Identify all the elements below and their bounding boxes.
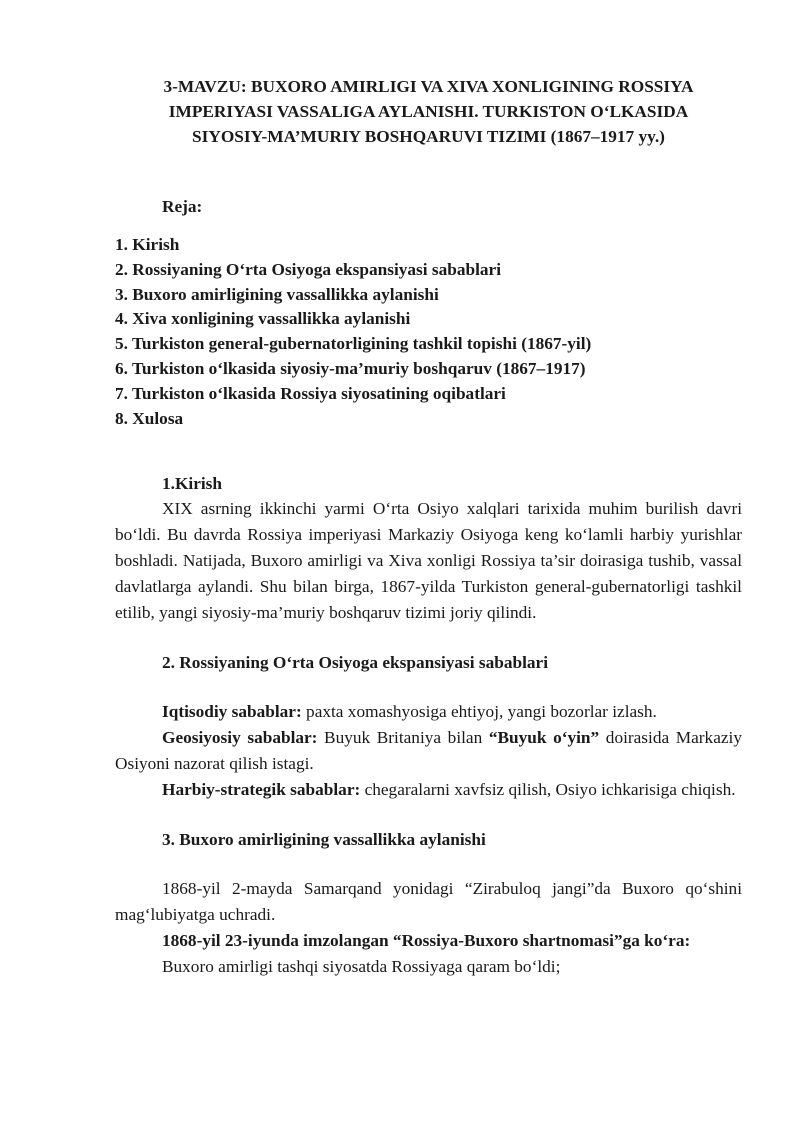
geopolitical-label: Geosiyosiy sabablar: xyxy=(162,727,318,747)
military-label: Harbiy-strategik sabablar: xyxy=(162,779,361,799)
plan-label: Reja: xyxy=(162,197,203,216)
section-3-paragraph: 1868-yil 2-mayda Samarqand yonidagi “Zirabuloq jangi”da Buxoro qo‘shini mag‘lubiyatga uchradi. xyxy=(115,878,742,924)
economic-reasons xyxy=(115,699,742,725)
section-1-heading: 1.Kirish xyxy=(162,473,223,493)
plan-item: 1. Kirish xyxy=(115,235,180,254)
section-1-paragraph: XIX asrning ikkinchi yarmi O‘rta Osiyo xalqlari tarixida muhim burilish davri bo‘ldi. Bu davrda Rossiya imperiyasi Markaziy Osiyoga keng ko‘lamli harbiy yurishlar boshladi. Natijada, Buxoro amirligi va Xiva xonligi Rossiya ta’sir doirasiga tushib, vassal davlatlarga aylandi. Shu bilan birga, 1867-yilda Turkiston general-gubernatorligi tashkil etilib, yangi siyosiy-ma’muriy boshqaruv tizimi joriy qilindi. xyxy=(115,498,742,622)
plan-item: 4. Xiva xonligining vassallikka aylanishi xyxy=(115,309,411,329)
plan-item: 2. Rossiyaning O‘rta Osiyoga ekspansiyasi sabablari xyxy=(115,259,502,279)
plan-item: 5. Turkiston general-gubernatorligining tashkil topishi (1867-yil) xyxy=(115,334,592,354)
geopolitical-text-after: doirasida Markaziy Osiyoni nazorat qilish istagi. xyxy=(115,727,742,773)
plan-item: 8. Xulosa xyxy=(115,408,184,428)
title-line-1: 3-MAVZU: BUXORO AMIRLIGI VA XIVA XONLIGINING ROSSIYA xyxy=(163,77,694,96)
section-2-heading: 2. Rossiyaning O‘rta Osiyoga ekspansiyasi sabablari xyxy=(162,652,549,672)
economic-text: paxta xomashyosiga ehtiyoj, yangi bozorlar izlash. xyxy=(301,701,657,721)
plan-item: 3. Buxoro amirligining vassallikka aylanishi xyxy=(115,284,439,304)
treaty-point-1: Buxoro amirligi tashqi siyosatda Rossiyaga qaram bo‘ldi; xyxy=(162,956,561,976)
section-3-heading: 3. Buxoro amirligining vassallikka aylanishi xyxy=(162,829,486,849)
plan-list xyxy=(115,233,742,431)
treaty-line: 1868-yil 23-iyunda imzolangan “Rossiya-Buxoro shartnomasi”ga ko‘ra: xyxy=(162,930,691,950)
title-line-2: IMPERIYASI VASSALIGA AYLANISHI. TURKISTON O‘LKASIDA xyxy=(168,102,689,121)
military-text: chegaralarni xavfsiz qilish, Osiyo ichkarisiga chiqish. xyxy=(360,779,736,799)
plan-item: 6. Turkiston o‘lkasida siyosiy-ma’muriy boshqaruv (1867–1917) xyxy=(115,358,586,378)
title-line-3: SIYOSIY-MA’MURIY BOSHQARUVI TIZIMI (1867–1917 yy.) xyxy=(192,127,665,146)
military-reasons xyxy=(115,777,742,803)
plan-item: 7. Turkiston o‘lkasida Rossiya siyosatining oqibatlari xyxy=(115,383,506,403)
great-game-quote: “Buyuk o‘yin” xyxy=(488,727,600,747)
page-title xyxy=(115,74,742,149)
geopolitical-text-before: Buyuk Britaniya bilan xyxy=(317,727,489,747)
geopolitical-reasons xyxy=(115,725,742,777)
economic-label: Iqtisodiy sabablar: xyxy=(162,701,302,721)
